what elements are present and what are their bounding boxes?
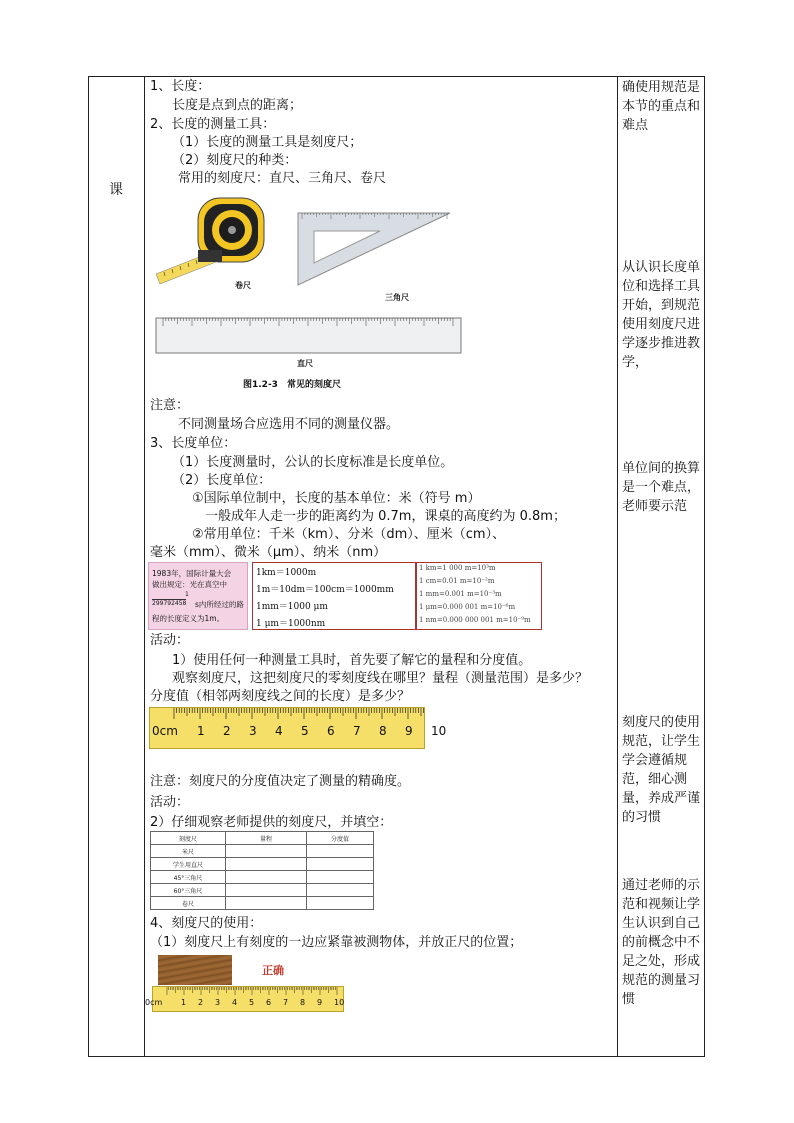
units-item-2: （2）长度单位： — [172, 473, 272, 488]
tape-measure-image — [152, 192, 272, 292]
triangle-ruler-image — [296, 209, 454, 289]
ruler-label: 2 — [198, 998, 204, 1007]
ruler-label: 10 — [431, 724, 447, 738]
side-note-4: 刻度尺的使用规范，让学生学会遵循规范，细心测量，养成严谨的习惯 — [622, 715, 701, 825]
heading-usage: 4、刻度尺的使用： — [150, 916, 263, 931]
left-column-label: 课 — [109, 182, 123, 198]
note-title: 注意： — [150, 398, 190, 413]
heading-length: 1、长度： — [150, 79, 211, 94]
ruler-label: 6 — [266, 998, 272, 1007]
table-cell[interactable] — [307, 884, 374, 897]
ruler-label: 1 — [181, 998, 187, 1007]
tape-measure-label: 卷尺 — [235, 281, 251, 290]
ruler-label: 4 — [275, 724, 283, 738]
meter-definition-box: 1983年，国际计量大会 做出规定：光在真空中 1 299792458 s内所经过的路 程的长度定义为1m。 — [148, 562, 248, 630]
units-item-1: （1）长度测量时，公认的长度标准是长度单位。 — [172, 455, 454, 470]
activity-1-question-2: 分度值（相邻两刻度线之间的长度）是多少？ — [150, 689, 411, 704]
ruler-label: 0cm — [145, 998, 163, 1007]
table-cell[interactable] — [226, 871, 307, 884]
heading-units: 3、长度单位： — [150, 436, 237, 451]
ruler-label: 0cm — [152, 724, 178, 738]
side-note-5: 通过老师的示范和视频让学生认识到自己的前概念中不足之处，形成规范的测量习惯 — [622, 878, 701, 1007]
tools-item-1: （1）长度的测量工具是刻度尺； — [172, 135, 363, 150]
ruler-label: 1 — [197, 724, 205, 738]
activity-1-title: 活动： — [150, 633, 190, 648]
table-cell[interactable] — [307, 897, 374, 910]
ruler-label: 8 — [379, 724, 387, 738]
small-yellow-ruler-image — [145, 986, 345, 1012]
ruler-label: 8 — [300, 998, 306, 1007]
activity-2-step: 2）仔细观察老师提供的刻度尺，并填空： — [150, 815, 393, 830]
common-units-line: ②常用单位：千米（km）、分米（dm）、厘米（cm）、 — [192, 527, 506, 542]
ruler-label: 2 — [223, 724, 231, 738]
column-divider-2 — [617, 77, 618, 1056]
table-header-cell: 刻度尺 — [151, 832, 226, 845]
table-cell: 60°三角尺 — [151, 884, 226, 897]
ruler-label: 10 — [334, 998, 345, 1007]
table-cell[interactable] — [307, 845, 374, 858]
straight-ruler-image — [155, 317, 463, 355]
table-row — [151, 897, 374, 910]
table-cell[interactable] — [226, 858, 307, 871]
ruler-label: 4 — [232, 998, 238, 1007]
ruler-label: 3 — [215, 998, 221, 1007]
ruler-label: 7 — [353, 724, 361, 738]
unit-conversion-right: 1 km=1 000 m=10³m 1 cm=0.01 m=10⁻²m 1 mm=0.001 m=10⁻³m 1 μm=0.000 001 m=10⁻⁶m 1 nm=0.000 000 001 m=10⁻⁹m — [416, 562, 542, 630]
ruler-label: 3 — [249, 724, 257, 738]
yellow-ruler-image — [149, 707, 447, 749]
triangle-ruler-label: 三角尺 — [385, 293, 409, 302]
estimate-line: 一般成年人走一步的距离约为 0.7m，课桌的高度约为 0.8m； — [205, 509, 566, 524]
note-text: 不同测量场合应选用不同的测量仪器。 — [178, 417, 400, 432]
activity-2-title: 活动： — [150, 795, 190, 810]
heading-tools: 2、长度的测量工具： — [150, 117, 276, 132]
activity-1-step: 1）使用任何一种测量工具时，首先要了解它的量程和分度值。 — [172, 653, 532, 668]
usage-item-1: （1）刻度尺上有刻度的一边应紧靠被测物体，并放正尺的位置； — [150, 935, 523, 950]
table-cell: 卷尺 — [151, 897, 226, 910]
side-note-2: 从认识长度单位和选择工具开始，到规范使用刻度尺进学逐步推进教学， — [622, 260, 701, 370]
unit-conversion-panel — [148, 562, 542, 630]
common-rulers: 常用的刻度尺：直尺、三角尺、卷尺 — [178, 171, 387, 186]
ruler-label: 5 — [301, 724, 309, 738]
column-divider-1 — [144, 77, 145, 1056]
table-row — [151, 884, 374, 897]
ruler-label: 9 — [405, 724, 413, 738]
ruler-survey-table — [150, 831, 374, 910]
table-cell[interactable] — [226, 845, 307, 858]
table-cell: 学生用直尺 — [151, 858, 226, 871]
correct-label: 正确 — [262, 964, 284, 977]
length-definition: 长度是点到点的距离； — [172, 98, 303, 113]
table-row — [151, 845, 374, 858]
si-unit-line: ①国际单位制中，长度的基本单位：米（符号 m） — [192, 491, 481, 506]
unit-conversion-mid: 1km＝1000m 1m＝10dm＝100cm＝1000mm 1mm＝1000 μm 1 μm＝1000nm — [252, 562, 416, 630]
ruler-label: 5 — [249, 998, 255, 1007]
table-cell: 米尺 — [151, 845, 226, 858]
note-precision: 注意：刻度尺的分度值决定了测量的精确度。 — [150, 774, 411, 789]
side-note-3: 单位间的换算是一个难点，老师要示范 — [622, 461, 701, 514]
table-row — [151, 858, 374, 871]
table-cell[interactable] — [307, 858, 374, 871]
table-cell[interactable] — [226, 884, 307, 897]
side-note-1: 确使用规范是本节的重点和难点 — [622, 80, 701, 133]
table-row — [151, 871, 374, 884]
figure-caption: 图1.2-3 常见的刻度尺 — [243, 380, 341, 390]
table-cell[interactable] — [307, 871, 374, 884]
table-header-cell: 量程 — [226, 832, 307, 845]
table-cell: 45°三角尺 — [151, 871, 226, 884]
tools-item-2: （2）刻度尺的种类： — [172, 153, 298, 168]
common-units-line-2: 毫米（mm）、微米（μm）、纳米（nm） — [150, 545, 387, 560]
straight-ruler-label: 直尺 — [297, 359, 313, 368]
ruler-label: 7 — [283, 998, 289, 1007]
ruler-label: 6 — [327, 724, 335, 738]
table-cell[interactable] — [226, 897, 307, 910]
activity-1-question: 观察刻度尺，这把刻度尺的零刻度线在哪里？量程（测量范围）是多少？ — [172, 671, 589, 686]
table-header-cell: 分度值 — [307, 832, 374, 845]
ruler-label: 9 — [317, 998, 323, 1007]
wooden-block-image — [158, 955, 232, 985]
table-header-row — [151, 832, 374, 845]
